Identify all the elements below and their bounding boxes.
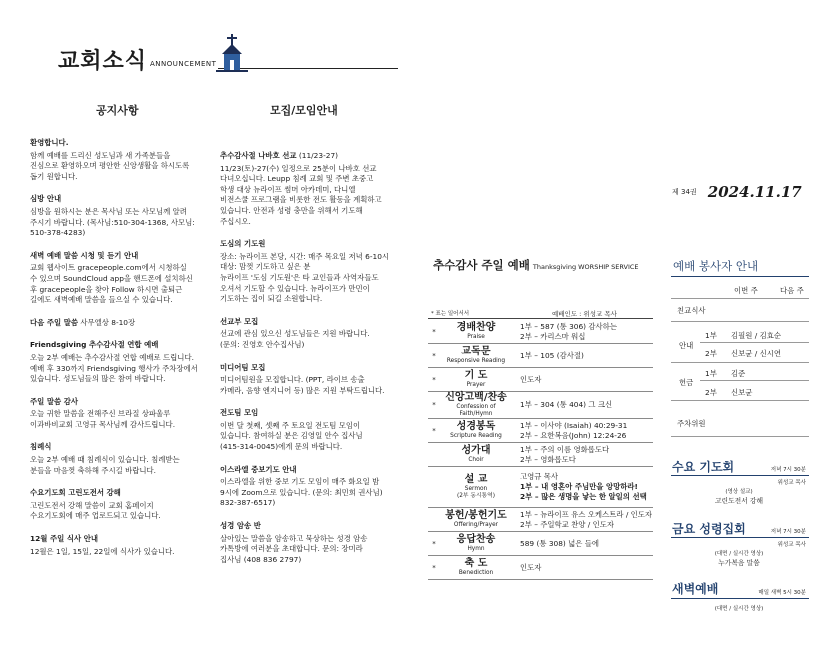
worship-item-en-note: (2부 동시통역): [456, 493, 496, 499]
worship-item-kr: 신앙고백/찬송: [445, 392, 507, 403]
usher-part: 1부: [705, 331, 717, 340]
offering-names: 김준: [731, 369, 746, 378]
friday-meeting-time: 저녁 7시 30분: [770, 529, 806, 535]
recruit-title: 도심의 기도원: [220, 239, 266, 249]
notice-item: [30, 488, 213, 522]
worship-item-en: Benediction: [458, 570, 494, 576]
worship-detail: 2부 – 많은 생명을 낳는 한 알일의 선택: [520, 492, 647, 501]
worship-order-table: [428, 320, 653, 580]
worship-row: [428, 508, 653, 532]
worship-detail: 2부 – 주일학교 찬양 / 인도자: [520, 519, 615, 529]
notice-item: [30, 194, 213, 238]
recruit-body: 장소: 뉴라이프 본당, 시간: 매주 목요일 저녁 6-10시 대상: 맘껏 기도하고 싶은 분 뉴라이프 '도심 기도원'은 타 교인들과 사역자들도 오셔서 기도할 수 있습니다. 뉴라이프가 만민이 기도하는 집이 되길 소원합니다.: [220, 251, 390, 304]
worship-detail: 고영규 목사: [520, 472, 559, 481]
worship-detail: 2부 – 요한복음(John) 12:24-26: [520, 430, 627, 440]
standing-mark: [428, 443, 440, 467]
recruit-title: 전도팀 모임: [220, 408, 259, 418]
offering-names: 신보균: [731, 388, 753, 397]
worship-detail: 1부 – 105 (감사절): [520, 350, 584, 360]
notice-title: 환영합니다.: [30, 138, 69, 147]
worship-item-en: Responsive Reading: [446, 358, 506, 364]
recruit-body: 이번 달 첫째, 셋째 주 토요일 전도팀 모임이 있습니다. 참여하실 분은 김영일 안수 집사님 (415-314-0045)에게 문의 바랍니다.: [220, 420, 363, 452]
worship-top-rule: [428, 318, 653, 319]
notice-item: [30, 534, 213, 557]
standing-mark: *: [428, 368, 440, 392]
notice-body: 교회 웹사이트 gracepeople.com에서 시청하실 수 있으며 SoundCloud app을 핸드폰에 설치하신 후 gracepeople을 찾아 Follow 하시면 출퇴근 길에도 새벽예배 말씀을 들으실 수 있습니다.: [30, 263, 193, 305]
recruit-title: 선교부 모집: [220, 316, 259, 326]
notices-heading: 공지사항: [96, 104, 139, 117]
notice-title: 다음 주일 말씀: [30, 317, 78, 327]
volunteers-divider: [671, 436, 809, 437]
worship-title-kr: 추수감사 주일 예배: [433, 258, 530, 272]
usher-label: 안내: [679, 341, 694, 350]
usher-part: 2부: [705, 349, 717, 358]
worship-item-kr: 성경봉독: [456, 421, 496, 432]
wednesday-prayer-rule: [671, 475, 809, 476]
offering-label: 헌금: [679, 378, 694, 387]
worship-row: [428, 532, 653, 556]
worship-item-en: Hymn: [467, 546, 485, 552]
worship-detail: 1부 – 뉴라이프 유스 오케스트라 / 인도자: [520, 509, 653, 519]
volunteers-divider: [671, 321, 809, 322]
dawn-service-rule: [671, 598, 809, 599]
notice-body: 심방을 원하시는 분은 목사님 또는 사모님께 알려 주시기 바랍니다. (목사님:510-304-1368, 사모님: 510-378-4283): [30, 206, 195, 238]
recruit-body: 이스라엘을 위한 중보 기도 모임이 매주 화요일 밤 9시에 Zoom으로 있습니다. (문의: 최민희 권사님) 832-387-6517): [220, 477, 383, 508]
standing-mark: *: [428, 556, 440, 580]
worship-title-en: Thanksgiving WORSHIP SERVICE: [532, 263, 639, 271]
volunteers-col-next-week: 다음 주: [780, 286, 804, 295]
standing-mark: *: [428, 344, 440, 368]
worship-detail: 1부 – 304 (통 404) 그 크신: [520, 400, 613, 409]
volunteers-divider: [671, 298, 809, 299]
issue-info: [672, 181, 802, 201]
recruit-item: [220, 363, 405, 397]
usher-names: 김필원 / 김효순: [731, 331, 782, 340]
standing-mark: *: [428, 392, 440, 419]
worship-item-en: Choir: [468, 457, 484, 463]
worship-detail: 1부 – 주의 이름 영화롭도다: [520, 444, 610, 454]
worship-item-en: Praise: [467, 334, 485, 340]
page-title: 교회소식: [58, 49, 148, 74]
volunteers-divider: [700, 380, 809, 381]
recruit-body: 선교에 관심 있으신 성도님들은 지원 바랍니다. (문의: 진영호 안수집사님): [220, 329, 370, 349]
worship-detail: 1부 – 587 (통 306) 감사하는: [520, 321, 617, 331]
notice-item: [30, 251, 213, 306]
wednesday-prayer-title: 수요 기도회: [672, 460, 735, 474]
worship-row: [428, 556, 653, 580]
notice-title: 수요기도회 고린도전서 강해: [30, 488, 121, 498]
worship-item-kr: 성가대: [461, 445, 491, 456]
worship-item-kr: 응답찬송: [456, 534, 496, 545]
worship-detail: 2부 – 카리스마 워십: [520, 331, 586, 341]
wednesday-prayer-time: 저녁 7시 30분: [770, 467, 806, 473]
recruit-body: 미디어팀원을 모집합니다. (PPT, 라이브 송출 카메라, 음향 엔지니어 등) 많은 지원 부탁드립니다.: [220, 375, 385, 395]
usher-names: 신보균 / 신시연: [731, 349, 782, 358]
recruit-item: [220, 408, 405, 452]
notice-title: 주일 말씀 감사: [30, 396, 78, 406]
notice-title: 심방 안내: [30, 194, 62, 204]
notice-title: 12월 주일 식사 안내: [30, 534, 98, 544]
notice-title-suffix: 사무엘상 8-10장: [77, 317, 136, 327]
recruit-heading: 모집/모임안내: [270, 104, 338, 117]
page-subtitle: ANNOUNCEMENT: [150, 60, 217, 68]
friday-meeting-topic: 누가복음 말씀: [718, 559, 760, 567]
recruit-title: 미디어팀 모집: [220, 362, 266, 372]
worship-item-en: Offering/Prayer: [453, 522, 499, 528]
worship-item-en: Confession of Faith/Hymn: [456, 404, 496, 417]
volunteers-divider: [700, 342, 809, 343]
standing-mark: [428, 467, 440, 508]
volunteers-divider: [671, 362, 809, 363]
notice-body: 오늘 2부 예배 때 침례식이 있습니다. 침례받는 분들을 마음껏 축하해 주시길 바랍니다.: [30, 455, 180, 475]
worship-item-kr: 축 도: [464, 558, 488, 569]
worship-detail: 1부 – 이사야 (Isaiah) 40:29-31: [520, 420, 628, 430]
issue-date: 2024.11.17: [707, 182, 802, 201]
wednesday-prayer-leader: 위성교 목사: [777, 480, 806, 486]
worship-item-kr: 기 도: [464, 370, 488, 381]
recruit-title-suffix: (11/23-27): [296, 151, 339, 160]
wednesday-prayer-topic: 고린도전서 강해: [714, 497, 764, 505]
volunteers-rule: [671, 276, 809, 277]
offering-part: 1부: [705, 369, 717, 378]
notice-item: [30, 442, 213, 476]
notice-body: 오늘 2부 예배는 추수감사절 연합 예배로 드립니다. 예배 후 330까지 Friendsgiving 행사가 주차장에서 있습니다. 성도님들의 많은 참여 바랍니다.: [30, 352, 198, 384]
worship-detail: 2부 – 영화롭도다: [520, 454, 576, 464]
volunteers-divider: [671, 400, 809, 401]
recruit-item: [220, 239, 405, 305]
recruit-item: [220, 521, 405, 565]
notices-column: [30, 138, 213, 569]
volunteers-col-this-week: 이번 주: [734, 286, 758, 295]
welcome-meal-label: 친교식사: [677, 306, 706, 315]
standing-mark: *: [428, 320, 440, 344]
wednesday-prayer-role: (영상 설교): [725, 489, 753, 495]
notice-item: [30, 318, 213, 329]
notice-body: 고린도전서 강해 말씀이 교회 홈페이지 수요기도회에 매주 업로드되고 있습니다.: [30, 500, 161, 521]
notice-item: [30, 397, 213, 431]
volunteers-title: 예배 봉사자 안내: [673, 259, 759, 273]
friday-meeting-rule: [671, 537, 809, 538]
recruit-item: [220, 151, 405, 227]
worship-detail: 인도자: [520, 562, 542, 572]
worship-item-en: Sermon: [464, 486, 488, 492]
worship-item-kr: 경배찬양: [456, 322, 496, 333]
worship-row: [428, 392, 653, 419]
worship-row: [428, 368, 653, 392]
worship-detail: 1부 – 내 영혼아 주님만을 앙망하라!: [520, 482, 638, 491]
recruit-body: 살아있는 말씀을 암송하고 묵상하는 성경 암송 카톡방에 여러분을 초대합니다. 문의: 장미라 집사님 (408 836 2797): [220, 533, 368, 564]
worship-title: [433, 257, 639, 273]
parking-label: 주차위원: [677, 419, 706, 428]
notice-title: Friendsgiving 추수감사절 연합 예배: [30, 340, 159, 350]
worship-row: [428, 320, 653, 344]
notice-title: 새벽 예배 말씀 시청 및 듣기 안내: [30, 250, 139, 260]
worship-item-en: Scripture Reading: [450, 433, 502, 439]
worship-row: [428, 443, 653, 467]
notice-body: 12월은 1일, 15일, 22일에 식사가 있습니다.: [30, 546, 175, 556]
notice-item: [30, 340, 213, 384]
offering-part: 2부: [705, 388, 717, 397]
standing-note: * 표는 일어서서: [431, 311, 470, 317]
dawn-service-mode: (대면 / 실시간 영상): [714, 606, 764, 612]
recruit-column: [220, 151, 405, 577]
notice-body: 오늘 귀한 말씀을 전해주신 브라질 상파울루 이과바비교회 고영규 목사님께 감사드립니다.: [30, 409, 176, 429]
recruit-item: [220, 465, 405, 509]
standing-mark: *: [428, 419, 440, 443]
worship-leader: 예배인도 : 위성교 목사: [552, 310, 617, 318]
recruit-title: 이스라엘 중보기도 안내: [220, 464, 297, 474]
recruit-title: 성경 암송 반: [220, 521, 261, 531]
dawn-service-title: 새벽예배: [672, 582, 719, 596]
friday-meeting-mode: (대면 / 실시간 영상): [714, 551, 764, 557]
worship-detail: 589 (통 308) 넓은 들에: [520, 538, 600, 548]
church-steeple-icon: [214, 32, 250, 74]
worship-item-kr: 교독문: [461, 346, 491, 357]
notice-title: 침례식: [30, 442, 52, 452]
issue-volume: 제 34권: [672, 187, 697, 196]
dawn-service-time: 매일 새벽 5시 30분: [758, 590, 806, 596]
friday-meeting-title: 금요 성령집회: [672, 522, 746, 536]
recruit-item: [220, 317, 405, 351]
friday-meeting-leader: 위성교 목사: [777, 542, 806, 548]
worship-detail: 인도자: [520, 374, 542, 384]
recruit-body: 11/23(토)-27(수) 일정으로 25분이 나바호 선교 다녀오십니다. Leupp 침례 교회 및 주변 초중고 학생 대상 뉴라이프 썸머 아카데미, 다니엘 비전스쿨 프로그램을 비롯한 전도 활동을 계획하고 있습니다. 안전과 성령 충만을 위해서 기도해 주십시오.: [220, 163, 382, 226]
standing-mark: [428, 508, 440, 532]
worship-item-en: Prayer: [466, 382, 486, 388]
worship-row: [428, 419, 653, 443]
worship-item-kr: 봉헌/봉헌기도: [445, 510, 507, 521]
worship-row: [428, 467, 653, 508]
worship-row: [428, 344, 653, 368]
notice-body: 함께 예배를 드리신 성도님과 새 가족분들을 진심으로 환영하오며 평안한 신앙생활을 하시도록 돕기 원합니다.: [30, 150, 190, 181]
standing-mark: *: [428, 532, 440, 556]
recruit-title: 추수감사절 나바호 선교: [220, 151, 297, 160]
notice-item: [30, 138, 213, 182]
worship-item-kr: 설 교: [464, 474, 488, 485]
